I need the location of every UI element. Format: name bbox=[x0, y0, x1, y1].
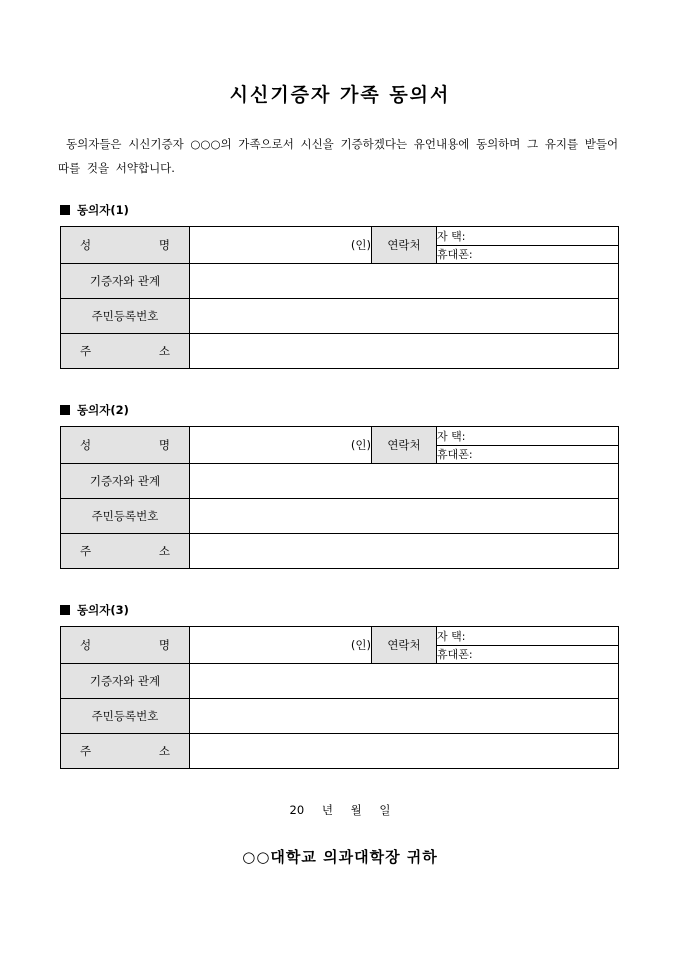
relation-field[interactable] bbox=[190, 664, 619, 699]
mobile-phone-field[interactable]: 휴대폰: bbox=[437, 445, 619, 464]
intro-paragraph: 동의자들은 시신기증자 ○○○의 가족으로서 시신을 기증하겠다는 유언내용에 동의하며 그 유지를 받들어 따를 것을 서약합니다. bbox=[58, 137, 619, 175]
contact-label: 연락처 bbox=[372, 627, 437, 664]
seal-mark: (인) bbox=[350, 238, 371, 252]
date-line: 20 년 월 일 bbox=[289, 803, 391, 817]
address-label: 주 소 bbox=[61, 734, 190, 769]
section-heading-2: 동의자(2) bbox=[60, 402, 129, 418]
address-field[interactable] bbox=[190, 334, 619, 369]
relation-label: 기증자와 관계 bbox=[61, 664, 190, 699]
black-square-icon bbox=[60, 405, 70, 415]
seal-mark: (인) bbox=[350, 438, 371, 452]
resident-number-field[interactable] bbox=[190, 499, 619, 534]
address-label: 주 소 bbox=[61, 334, 190, 369]
resident-number-label: 주민등록번호 bbox=[61, 699, 190, 734]
relation-label: 기증자와 관계 bbox=[61, 264, 190, 299]
name-label: 성 명 bbox=[61, 427, 190, 464]
contact-label: 연락처 bbox=[372, 427, 437, 464]
resident-number-label: 주민등록번호 bbox=[61, 299, 190, 334]
seal-mark: (인) bbox=[350, 638, 371, 652]
section-heading-1: 동의자(1) bbox=[60, 202, 129, 218]
relation-field[interactable] bbox=[190, 264, 619, 299]
resident-number-label: 주민등록번호 bbox=[61, 499, 190, 534]
consenter-table-1 bbox=[60, 226, 619, 369]
mobile-phone-field[interactable]: 휴대폰: bbox=[437, 645, 619, 664]
address-field[interactable] bbox=[190, 734, 619, 769]
address-label: 주 소 bbox=[61, 534, 190, 569]
name-field[interactable] bbox=[190, 627, 372, 664]
address-field[interactable] bbox=[190, 534, 619, 569]
relation-label: 기증자와 관계 bbox=[61, 464, 190, 499]
addressee: ○○대학교 의과대학장 귀하 bbox=[242, 848, 438, 866]
name-label: 성 명 bbox=[61, 627, 190, 664]
resident-number-field[interactable] bbox=[190, 299, 619, 334]
consenter-table-3 bbox=[60, 626, 619, 769]
name-field[interactable] bbox=[190, 427, 372, 464]
document-title: 시신기증자 가족 동의서 bbox=[229, 84, 451, 106]
black-square-icon bbox=[60, 205, 70, 215]
relation-field[interactable] bbox=[190, 464, 619, 499]
black-square-icon bbox=[60, 605, 70, 615]
consenter-table-2 bbox=[60, 426, 619, 569]
resident-number-field[interactable] bbox=[190, 699, 619, 734]
section-heading-3: 동의자(3) bbox=[60, 602, 129, 618]
contact-label: 연락처 bbox=[372, 227, 437, 264]
name-label: 성 명 bbox=[61, 227, 190, 264]
home-phone-field[interactable]: 자 택: bbox=[437, 227, 619, 246]
name-field[interactable] bbox=[190, 227, 372, 264]
home-phone-field[interactable]: 자 택: bbox=[437, 427, 619, 446]
mobile-phone-field[interactable]: 휴대폰: bbox=[437, 245, 619, 264]
home-phone-field[interactable]: 자 택: bbox=[437, 627, 619, 646]
